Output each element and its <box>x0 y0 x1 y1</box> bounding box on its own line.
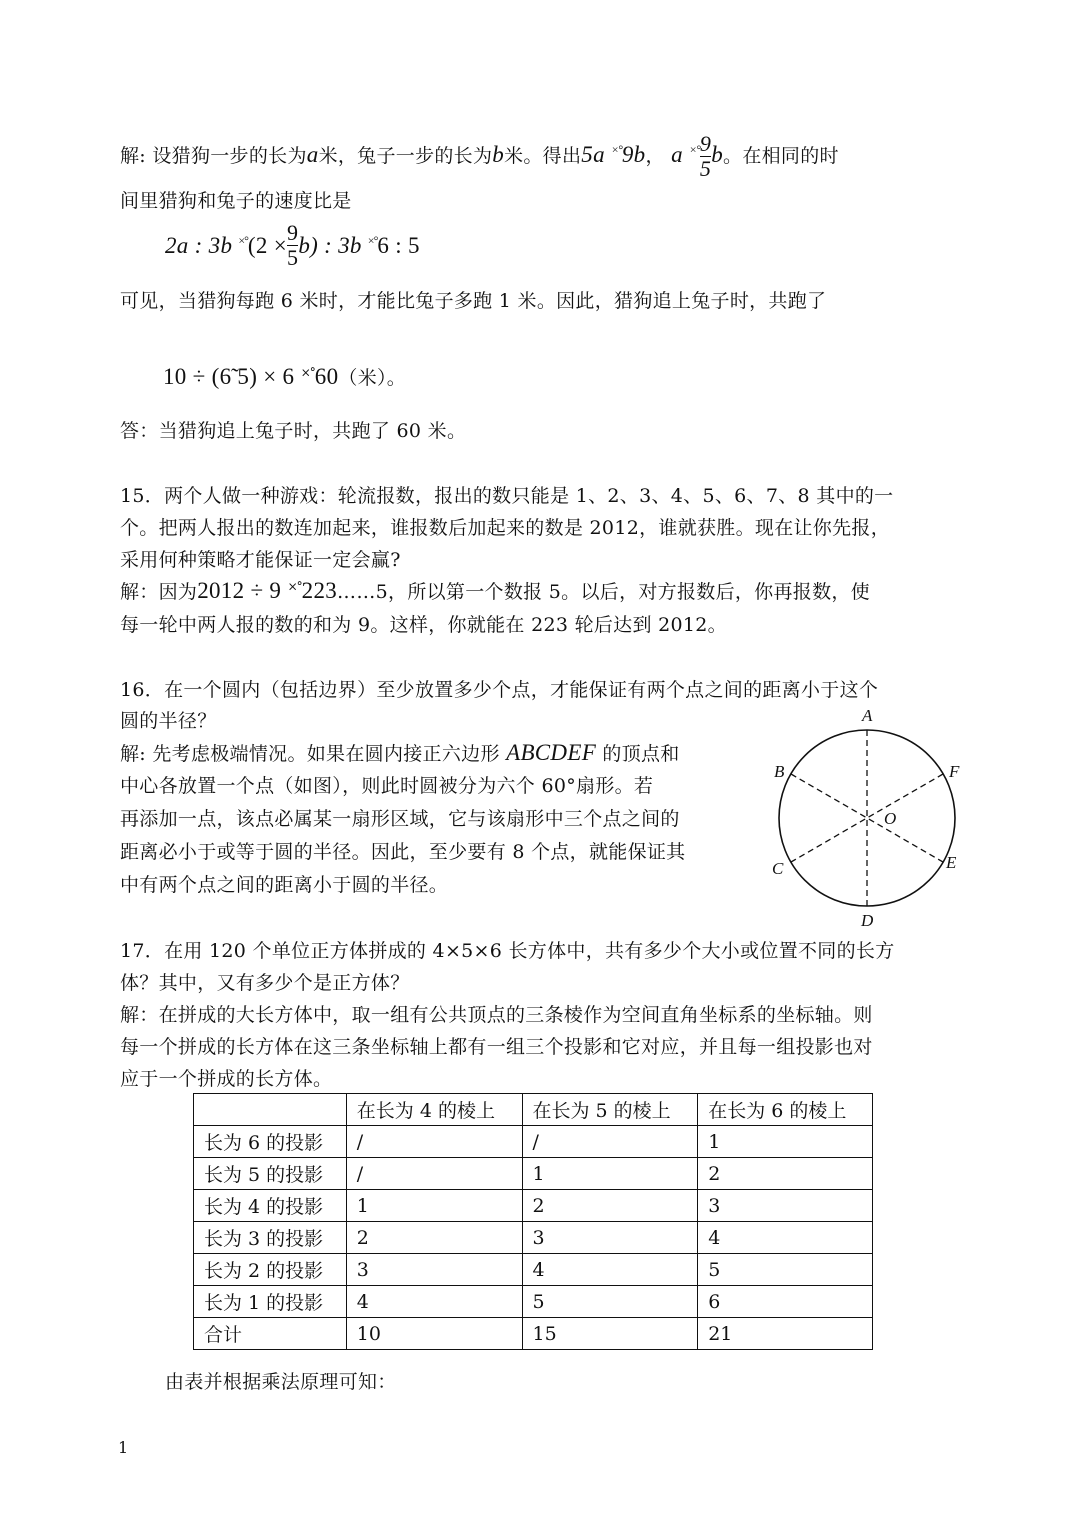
table-cell: 3 <box>346 1254 522 1286</box>
table-cell: 1 <box>346 1190 522 1222</box>
s17-question-2: 体？其中，又有多少个是正方体？ <box>120 972 410 994</box>
label-f: F <box>949 762 960 781</box>
equation-5a-9b: 5a ×°9b <box>581 142 646 167</box>
table-cell: 3 <box>698 1190 873 1222</box>
table-header-cell <box>194 1094 347 1126</box>
table-cell: 15 <box>522 1318 698 1350</box>
table-cell: 2 <box>698 1158 873 1190</box>
s14-answer: 答：当猎狗追上兔子时，共跑了 60 米。 <box>120 420 467 442</box>
table-row <box>194 1222 873 1254</box>
equation-distance: 10 ÷ (6̃ 5) × 6 ×°60（米）。 <box>163 364 407 389</box>
s15-answer-1: 解：因为2012 ÷ 9 ×°223……5，所以第一个数报 5。以后，对方报数后，你再报数，使 <box>120 578 870 603</box>
s15-question-1: 15．两个人做一种游戏：轮流报数，报出的数只能是 1、2、3、4、5、6、7、8 其中的一 <box>120 485 894 507</box>
table-cell: 长为 5 的投影 <box>194 1158 347 1190</box>
equation-a-9-5b: a ×° $\frac{9}{5}$ b <box>671 131 724 181</box>
s17-answer-2: 每一个拼成的长方体在这三条坐标轴上都有一组三个投影和它对应，并且每一组投影也对 <box>120 1036 873 1058</box>
table-cell: / <box>346 1158 522 1190</box>
table-cell: 10 <box>346 1318 522 1350</box>
table-cell: 合计 <box>194 1318 347 1350</box>
s16-answer-5: 中有两个点之间的距离小于圆的半径。 <box>120 874 449 896</box>
projection-table <box>193 1093 873 1350</box>
s17-after-table: 由表并根据乘法原理可知： <box>165 1371 397 1393</box>
s14-line-1: 解: 设猎狗一步的长为a米，兔子一步的长为b米。得出5a ×°9b， a ×° $\frac{9}{5}$ b。在相同的时 <box>120 131 839 181</box>
table-cell: 长为 2 的投影 <box>194 1254 347 1286</box>
label-e: E <box>946 853 957 872</box>
table-cell: 4 <box>698 1222 873 1254</box>
label-o: O <box>884 809 897 828</box>
s16-question-1: 16．在一个圆内（包括边界）至少放置多少个点，才能保证有两个点之间的距离小于这个 <box>120 679 879 701</box>
label-d: D <box>861 911 874 930</box>
table-cell: 6 <box>698 1286 873 1318</box>
s16-answer-2: 中心各放置一个点（如图），则此时圆被分为六个 60°扇形。若 <box>120 775 654 797</box>
table-row <box>194 1254 873 1286</box>
table-cell: 1 <box>522 1158 698 1190</box>
table-cell: 2 <box>522 1190 698 1222</box>
s16-answer-1: 解: 先考虑极端情况。如果在圆内接正六边形 ABCDEF 的顶点和 <box>120 740 680 765</box>
s17-answer-3: 应于一个拼成的长方体。 <box>120 1068 333 1090</box>
s14-line-3: 可见，当猎狗每跑 6 米时，才能比兔子多跑 1 米。因此，猎狗追上兔子时，共跑了 <box>120 290 827 312</box>
table-row <box>194 1190 873 1222</box>
s17-question-1: 17．在用 120 个单位正方体拼成的 4×5×6 长方体中，共有多少个大小或位置不同的长方 <box>120 940 895 962</box>
table-row <box>194 1286 873 1318</box>
table-cell: 长为 3 的投影 <box>194 1222 347 1254</box>
table-cell: 5 <box>698 1254 873 1286</box>
hexagon-circle-figure <box>760 702 980 934</box>
table-cell: 5 <box>522 1286 698 1318</box>
table-header-cell: 在长为 4 的棱上 <box>346 1094 522 1126</box>
table-row <box>194 1318 873 1350</box>
table-cell: 长为 4 的投影 <box>194 1190 347 1222</box>
table-cell: / <box>522 1126 698 1158</box>
label-b: B <box>774 762 785 781</box>
table-cell: 4 <box>522 1254 698 1286</box>
table-header-cell: 在长为 6 的棱上 <box>698 1094 873 1126</box>
label-c: C <box>772 859 784 878</box>
table-header-row <box>194 1094 873 1126</box>
table-cell: 2 <box>346 1222 522 1254</box>
s16-question-2: 圆的半径？ <box>120 710 217 732</box>
page-number: 1 <box>118 1438 129 1457</box>
s14-line-2: 间里猎狗和兔子的速度比是 <box>120 190 352 212</box>
s15-answer-2: 每一轮中两人报的数的和为 9。这样，你就能在 223 轮后达到 2012。 <box>120 614 727 636</box>
table-cell: 4 <box>346 1286 522 1318</box>
s17-answer-1: 解：在拼成的大长方体中，取一组有公共顶点的三条棱作为空间直角坐标系的坐标轴。则 <box>120 1004 873 1026</box>
table-row <box>194 1126 873 1158</box>
table-cell: 1 <box>698 1126 873 1158</box>
diameter-b-e <box>791 774 943 862</box>
table-header-cell: 在长为 5 的棱上 <box>522 1094 698 1126</box>
s15-question-2: 个。把两人报出的数连加起来，谁报数后加起来的数是 2012，谁就获胜。现在让你先报， <box>120 517 890 539</box>
table-row <box>194 1158 873 1190</box>
table-cell: / <box>346 1126 522 1158</box>
s16-answer-3: 再添加一点，该点必属某一扇形区域，它与该扇形中三个点之间的 <box>120 808 680 830</box>
label-a: A <box>862 706 873 725</box>
s16-answer-4: 距离必小于或等于圆的半径。因此，至少要有 8 个点，就能保证其 <box>120 841 686 863</box>
table-cell: 21 <box>698 1318 873 1350</box>
table-cell: 3 <box>522 1222 698 1254</box>
diameter-f-c <box>791 774 943 862</box>
equation-speed-ratio: 2a : 3b ×°(2 × $\frac{9}{5}$ b) : 3b ×°6 : 5 <box>165 220 420 270</box>
s15-question-3: 采用何种策略才能保证一定会赢? <box>120 549 401 571</box>
table-cell: 长为 1 的投影 <box>194 1286 347 1318</box>
table-cell: 长为 6 的投影 <box>194 1126 347 1158</box>
circle-outline <box>779 730 955 906</box>
